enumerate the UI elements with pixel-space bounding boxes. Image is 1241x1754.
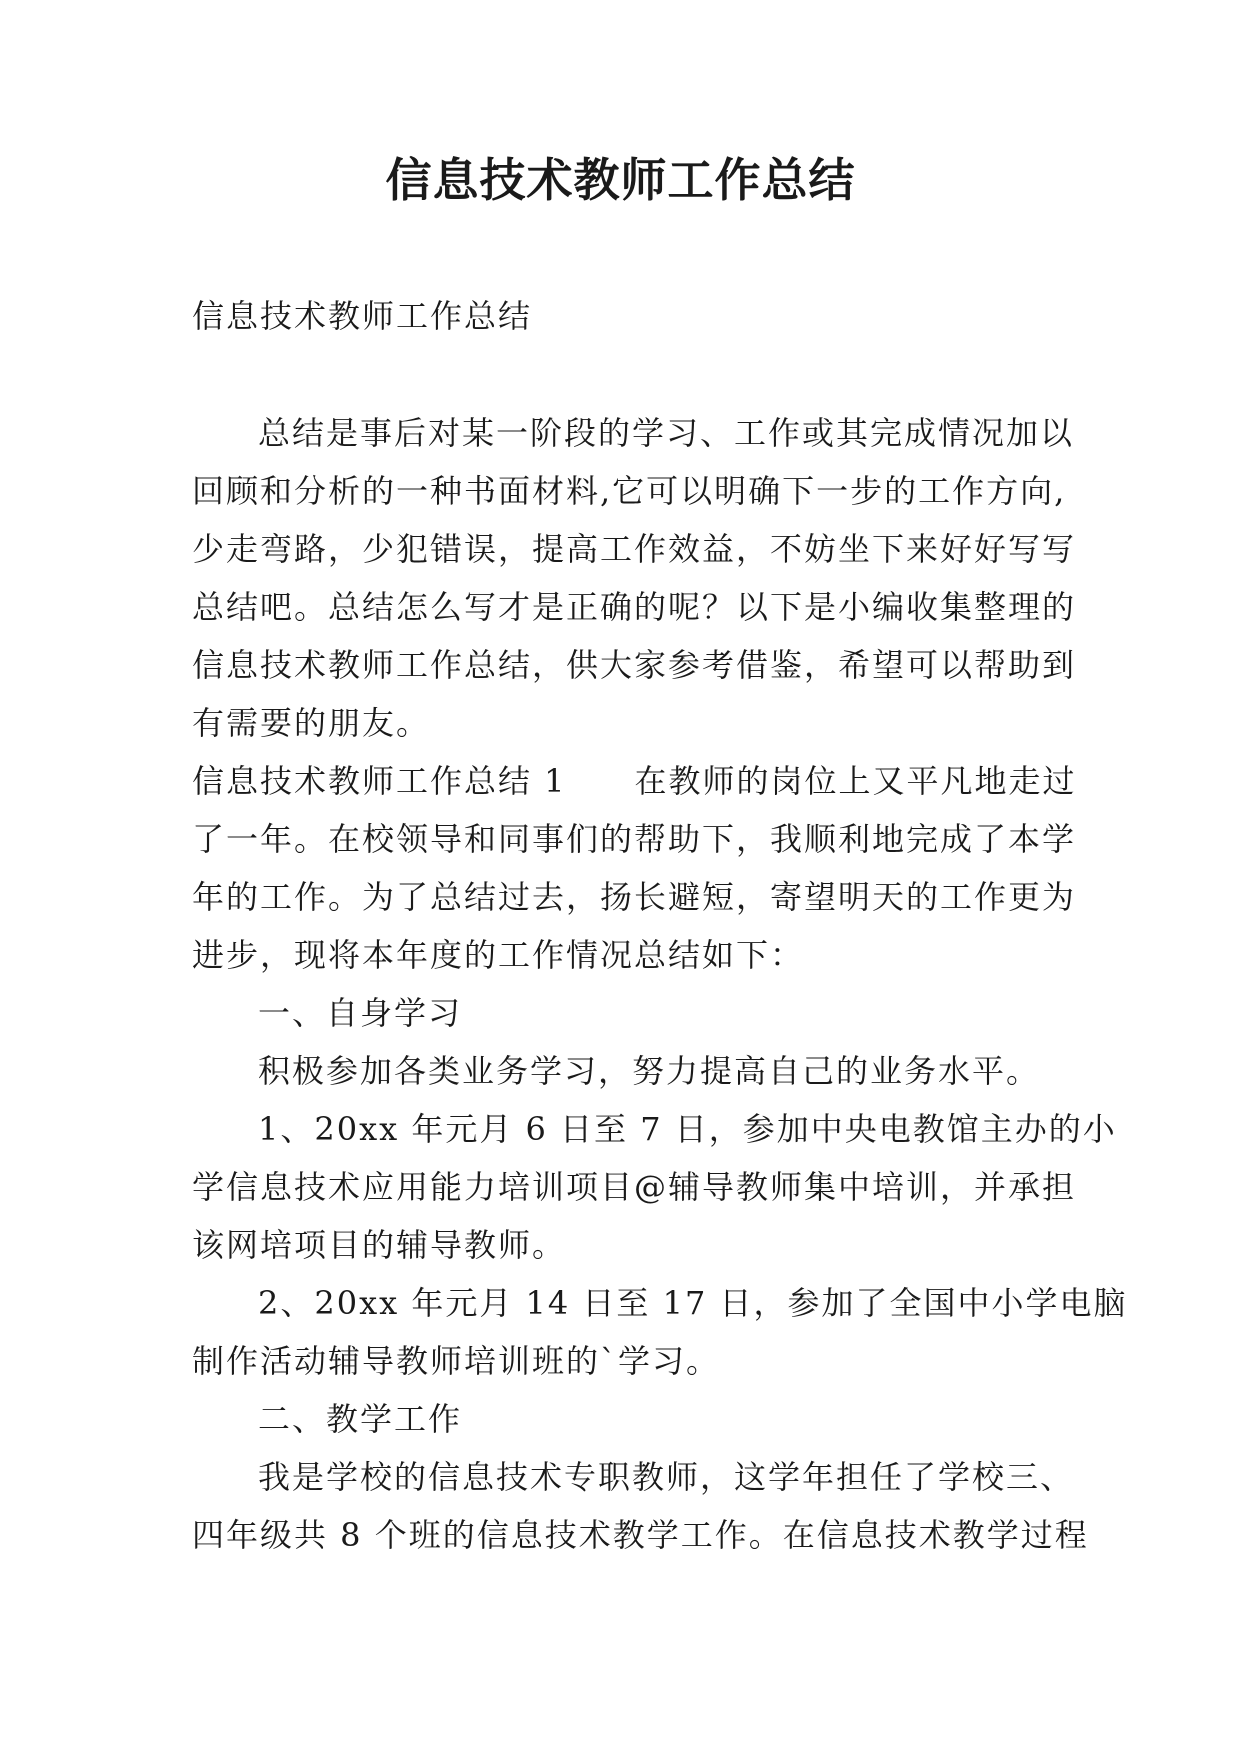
body-line: 进步，现将本年度的工作情况总结如下：: [192, 936, 805, 974]
body-line: 回顾和分析的一种书面材料,它可以明确下一步的工作方向,: [192, 472, 1067, 510]
body-line: 一、自身学习: [258, 994, 463, 1032]
body-line: 制作活动辅导教师培训班的`学习。: [192, 1342, 721, 1380]
body-line: 信息技术教师工作总结 1 在教师的岗位上又平凡地走过: [192, 762, 1077, 800]
document-body: [192, 404, 1128, 1564]
body-line: 积极参加各类业务学习，努力提高自己的业务水平。: [258, 1052, 1041, 1090]
body-line: 四年级共 8 个班的信息技术教学工作。在信息技术教学过程: [192, 1516, 1089, 1554]
body-line: 信息技术教师工作总结，供大家参考借鉴，希望可以帮助到: [192, 646, 1077, 684]
body-line: 学信息技术应用能力培训项目@辅导教师集中培训，并承担: [192, 1168, 1077, 1206]
document-subtitle: 信息技术教师工作总结: [192, 297, 533, 335]
body-line: 二、教学工作: [258, 1400, 463, 1438]
body-line: 我是学校的信息技术专职教师，这学年担任了学校三、: [258, 1458, 1075, 1496]
document-title: 信息技术教师工作总结: [385, 153, 856, 207]
body-line: 年的工作。为了总结过去，扬长避短，寄望明天的工作更为: [192, 878, 1077, 916]
body-line: 总结是事后对某一阶段的学习、工作或其完成情况加以: [258, 414, 1075, 452]
body-line: 1、20xx 年元月 6 日至 7 日，参加中央电教馆主办的小: [258, 1110, 1117, 1148]
body-line: 少走弯路，少犯错误，提高工作效益，不妨坐下来好好写写: [192, 530, 1077, 568]
body-line: 总结吧。总结怎么写才是正确的呢？以下是小编收集整理的: [192, 588, 1077, 626]
body-line: 有需要的朋友。: [192, 704, 431, 742]
body-line: 2、20xx 年元月 14 日至 17 日，参加了全国中小学电脑: [258, 1284, 1128, 1322]
body-line: 了一年。在校领导和同事们的帮助下，我顺利地完成了本学: [192, 820, 1077, 858]
body-line: 该网培项目的辅导教师。: [192, 1226, 567, 1264]
